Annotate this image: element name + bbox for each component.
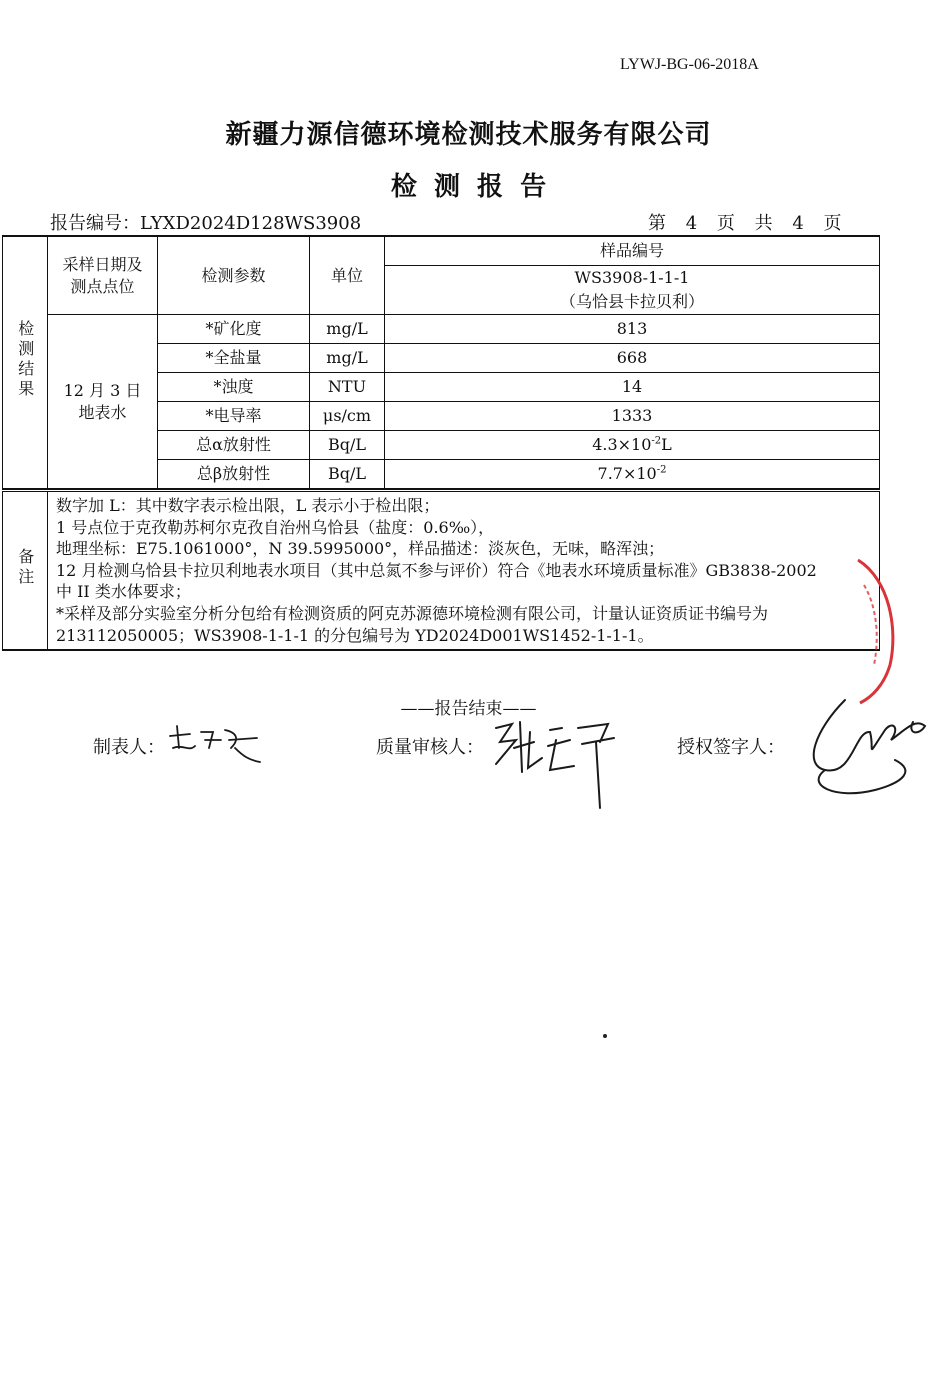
notes-table: [2, 491, 880, 651]
unit-cell: mg/L: [310, 315, 385, 344]
note-line: 12 月检测乌恰县卡拉贝利地表水项目（其中总氮不参与评价）符合《地表水环境质量标准》GB3838-2002: [56, 560, 817, 580]
unit-cell: μs/cm: [310, 402, 385, 431]
value-cell: 813: [385, 315, 880, 344]
param-cell: 总α放射性: [158, 431, 310, 460]
document-code: LYWJ-BG-06-2018A: [620, 56, 759, 73]
date-point-cell: 12 月 3 日 地表水: [48, 315, 158, 490]
value-cell: 668: [385, 344, 880, 373]
sample-name: （乌恰县卡拉贝利）: [385, 290, 880, 315]
report-end: ——报告结束——: [400, 699, 537, 719]
notes-label: 备注: [3, 492, 48, 651]
note-line: 中 II 类水体要求；: [56, 582, 191, 602]
notes-content: [48, 492, 880, 651]
header-unit: 单位: [310, 236, 385, 315]
reviewer-label: 质量审核人：: [376, 737, 484, 758]
value-cell: $4.3\times 10^{-2}L$: [385, 431, 880, 460]
sample-id: WS3908-1-1-1: [385, 266, 880, 291]
unit-cell: mg/L: [310, 344, 385, 373]
note-line: 213112050005；WS3908-1-1-1 的分包编号为 YD2024D001WS1452-1-1-1。: [56, 625, 654, 645]
note-line: *采样及部分实验室分析分包给有检测资质的阿克苏源德环境检测有限公司，计量认证资质证书编号为: [56, 603, 769, 623]
value-cell: $7.7\times 10^{-2}$: [385, 460, 880, 490]
maker-label: 制表人：: [93, 737, 165, 758]
unit-cell: Bq/L: [310, 460, 385, 490]
param-cell: *浊度: [158, 373, 310, 402]
report-number: 报告编号：LYXD2024D128WS3908: [50, 213, 362, 234]
authorizer-signature: [795, 690, 935, 805]
param-cell: *全盐量: [158, 344, 310, 373]
unit-cell: NTU: [310, 373, 385, 402]
results-table: [2, 235, 880, 490]
param-cell: *矿化度: [158, 315, 310, 344]
authorizer-label: 授权签字人：: [677, 737, 785, 758]
header-date-point: 采样日期及 测点点位: [48, 236, 158, 315]
page-info: 第 4 页 共 4 页: [648, 213, 842, 234]
note-line: 1 号点位于克孜勒苏柯尔克孜自治州乌恰县（盐度：0.6‰），: [56, 517, 495, 537]
company-name: 新疆力源信德环境检测技术服务有限公司: [225, 120, 712, 150]
section-label-results: 检测结果: [3, 236, 48, 489]
param-cell: *电导率: [158, 402, 310, 431]
note-line: 地理坐标：E75.1061000°，N 39.5995000°，样品描述：淡灰色，无味，略浑浊；: [56, 539, 665, 559]
reviewer-signature: [490, 712, 620, 812]
report-title: 检 测 报 告: [390, 172, 547, 202]
param-cell: 总β放射性: [158, 460, 310, 490]
value-cell: 1333: [385, 402, 880, 431]
unit-cell: Bq/L: [310, 431, 385, 460]
note-line: 数字加 L：其中数字表示检出限，L 表示小于检出限；: [56, 496, 440, 515]
stray-dot: [603, 1034, 607, 1038]
company-seal-edge: [850, 555, 910, 705]
header-param: 检测参数: [158, 236, 310, 315]
maker-signature: [165, 718, 265, 768]
header-sample-no: 样品编号: [385, 236, 880, 266]
value-cell: 14: [385, 373, 880, 402]
